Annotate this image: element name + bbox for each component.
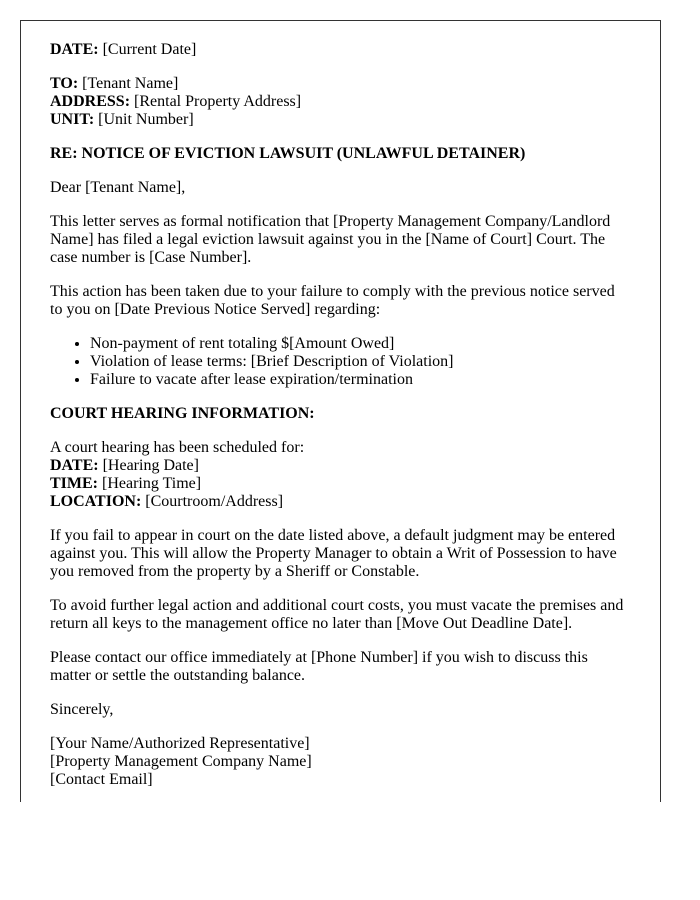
address-line (50, 93, 630, 111)
signature-block (50, 735, 630, 789)
hearing-block (50, 439, 630, 511)
paragraph-filing-notice: This letter serves as formal notification that [Property Management Company/Landlord Name] has filed a legal eviction lawsuit against you in the [Name of Court] Court. The case number is [Case Number]. (50, 213, 611, 266)
signature-email: [Contact Email] (50, 771, 153, 788)
closing: Sincerely, (50, 701, 114, 718)
reason-item: • Failure to vacate after lease expiration/termination (90, 371, 630, 389)
to-label: TO: (50, 75, 79, 92)
unit-value: [Unit Number] (94, 111, 194, 128)
hearing-location-line (50, 493, 630, 511)
eviction-notice-letter (20, 20, 661, 802)
date-line (50, 41, 630, 59)
hearing-date-label: DATE: (50, 457, 99, 474)
reason-item: • Non-payment of rent totaling $[Amount Owed] (90, 335, 630, 353)
unit-line (50, 111, 630, 129)
to-line (50, 75, 630, 93)
hearing-time-line (50, 475, 630, 493)
hearing-location-value: [Courtroom/Address] (141, 493, 284, 510)
hearing-time-label: TIME: (50, 475, 98, 492)
hearing-intro: A court hearing has been scheduled for: (50, 439, 305, 456)
recipient-block (50, 75, 630, 129)
hearing-location-label: LOCATION: (50, 493, 142, 510)
to-value: [Tenant Name] (78, 75, 179, 92)
unit-label: UNIT: (50, 111, 95, 128)
subject-line: RE: NOTICE OF EVICTION LAWSUIT (UNLAWFUL DETAINER) (50, 145, 526, 162)
hearing-date-value: [Hearing Date] (98, 457, 199, 474)
signature-company: [Property Management Company Name] (50, 753, 312, 770)
address-value: [Rental Property Address] (130, 93, 302, 110)
date-label: DATE: (50, 41, 99, 58)
paragraph-vacate-deadline: To avoid further legal action and additional court costs, you must vacate the premises and return all keys to the management office no later than [Move Out Deadline Date]. (50, 597, 624, 632)
paragraph-default-judgment: If you fail to appear in court on the date listed above, a default judgment may be entered against you. This will allow the Property Manager to obtain a Writ of Possession to have you removed from the property by a Sheriff or Constable. (50, 527, 617, 580)
paragraph-contact: Please contact our office immediately at [Phone Number] if you wish to discuss this matter or settle the outstanding balance. (50, 649, 588, 684)
hearing-time-value: [Hearing Time] (98, 475, 202, 492)
signature-name: [Your Name/Authorized Representative] (50, 735, 310, 752)
hearing-heading: COURT HEARING INFORMATION: (50, 405, 315, 422)
hearing-date-line (50, 457, 630, 475)
address-label: ADDRESS: (50, 93, 131, 110)
date-value: [Current Date] (98, 41, 197, 58)
paragraph-reason-intro: This action has been taken due to your failure to comply with the previous notice served to you on [Date Previous Notice Served] regarding: (50, 283, 615, 318)
reason-item: • Violation of lease terms: [Brief Description of Violation] (90, 353, 630, 371)
reasons-list (50, 335, 630, 389)
salutation: Dear [Tenant Name], (50, 179, 186, 196)
